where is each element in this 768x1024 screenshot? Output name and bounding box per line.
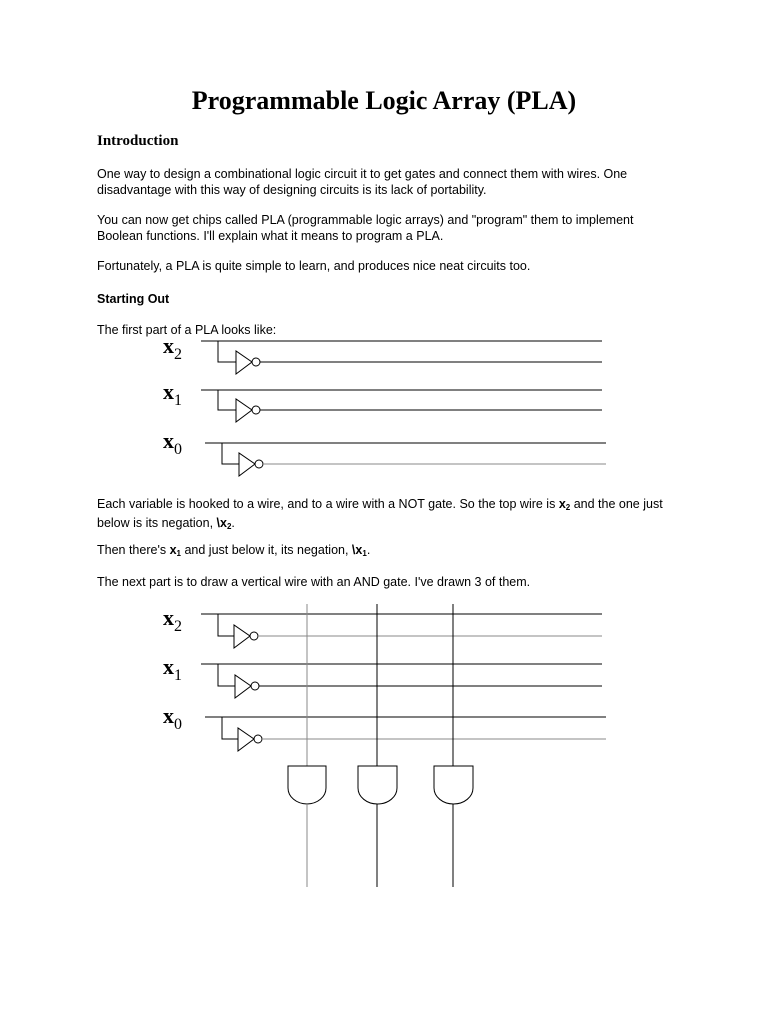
intro-paragraph-2: You can now get chips called PLA (programmable logic arrays) and "program" them to implement Boolean functions. I'll explain what it means to program a PLA.	[97, 213, 634, 243]
not-gate-x2-icon-2	[234, 625, 250, 648]
neg-x2-inline-label: $\backslash x_2$	[216, 515, 232, 531]
and-gate-3-icon	[434, 766, 473, 804]
x0-branch-wire-2	[222, 717, 238, 739]
x2-branch-wire-2	[218, 614, 234, 636]
then-there-paragraph: Then there's $x_1$ and just below it, its negation, $\backslash x_1$.	[97, 543, 371, 558]
intro-paragraph-3: Fortunately, a PLA is quite simple to learn, and produces nice neat circuits too.	[97, 259, 531, 273]
neg-x1-inline-label: $\backslash x_1$	[351, 543, 367, 558]
diagram1-x0-label: $x_0$	[163, 428, 182, 458]
intro-heading: Introduction	[97, 133, 179, 149]
diagram1-x2-label: $x_2$	[163, 333, 182, 363]
x1-inline-label: $x_1$	[169, 543, 181, 558]
intro-paragraph-1: One way to design a combinational logic circuit it to get gates and connect them with wires. One disadvantage with this way of designing circuits is its lack of portability.	[97, 167, 628, 197]
and-gate-2-icon	[358, 766, 397, 804]
x1-branch-wire-2	[218, 664, 235, 686]
diagram2-x2-label: $x_2$	[163, 605, 182, 635]
each-variable-text-1: Each variable is hooked to a wire, and to a wire with a NOT gate. So the top wire is	[97, 497, 559, 511]
x2-inline-label: $x_2$	[558, 497, 571, 512]
then-there-text-2: and just below it, its negation,	[180, 543, 352, 557]
not-gate-x1-icon-2	[235, 675, 251, 698]
next-part-text: The next part is to draw a vertical wire with an AND gate. I've drawn 3 of them.	[97, 575, 531, 589]
each-variable-text-2: and the one just below is its negation,	[97, 497, 663, 530]
diagram2-x1-label: $x_1$	[163, 654, 182, 684]
each-variable-paragraph: Each variable is hooked to a wire, and to a wire with a NOT gate. So the top wire is $x_2$ and the one just below is its negation, $\backslash x_2$.	[97, 497, 663, 531]
starting-out-heading: Starting Out	[97, 292, 170, 306]
page-title: Programmable Logic Array (PLA)	[191, 86, 577, 115]
then-there-text-1: Then there's	[97, 543, 170, 557]
first-part-text: The first part of a PLA looks like:	[97, 323, 277, 337]
and-gate-1-icon	[288, 766, 326, 804]
diagram2-x0-label: $x_0$	[163, 703, 182, 733]
diagram1-x1-label: $x_1$	[163, 379, 182, 409]
not-gate-x0-icon-2	[238, 728, 254, 751]
